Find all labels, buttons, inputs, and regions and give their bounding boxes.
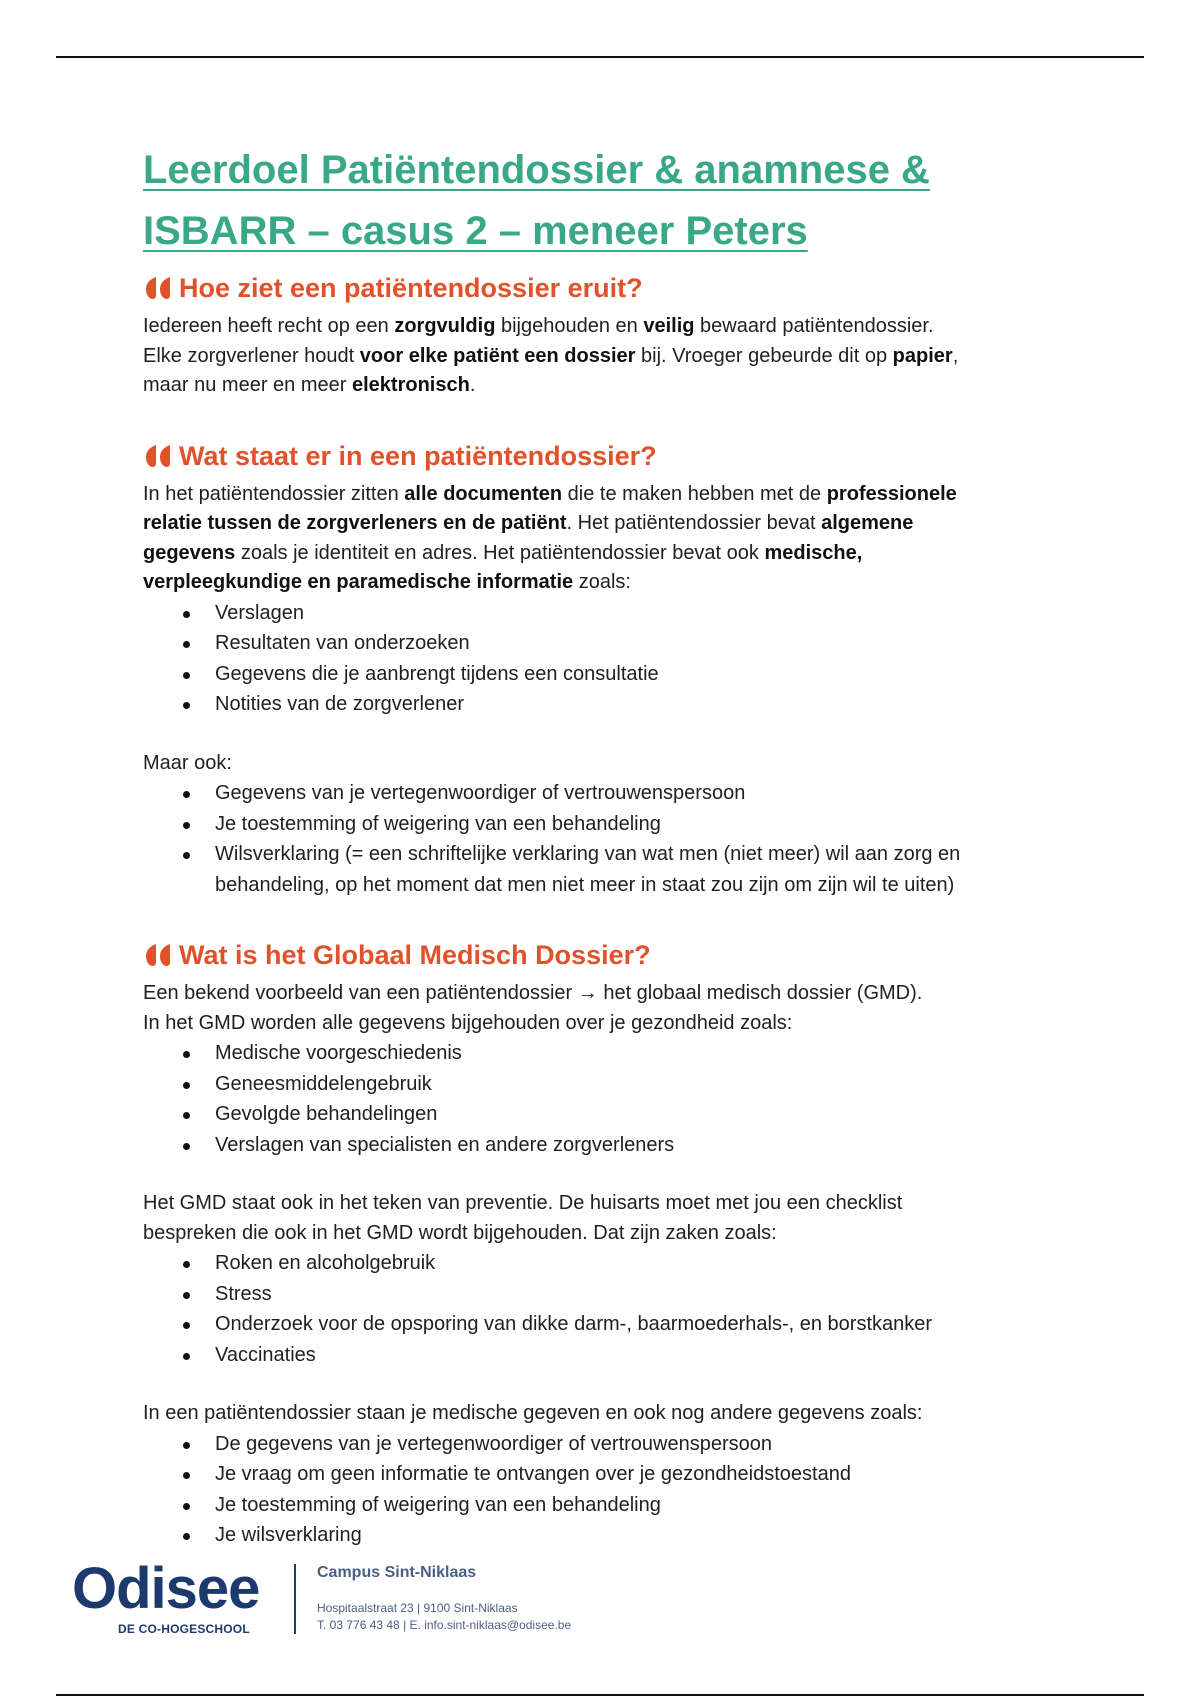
list-item: Notities van de zorgverlener [143, 689, 1073, 720]
list-item: Je wilsverklaring [143, 1520, 1073, 1551]
title-line-1: Leerdoel Patiëntendossier & anamnese & [143, 148, 930, 192]
list-item: Onderzoek voor de opsporing van dikke darm-, baarmoederhals-, en borstkanker [143, 1309, 1073, 1340]
list-item: Resultaten van onderzoeken [143, 628, 1073, 659]
list-item: Je toestemming of weigering van een behandeling [143, 809, 1073, 840]
list-item: Vaccinaties [143, 1340, 1073, 1371]
section-heading-gmd [143, 935, 1073, 975]
list-item: Stress [143, 1279, 1073, 1310]
footer [72, 1556, 772, 1650]
paragraph: Een bekend voorbeeld van een patiëntendossier → het globaal medisch dossier (GMD). In het GMD worden alle gegevens bijgehouden over je gezondheid zoals: [143, 982, 923, 1034]
list-item: Je toestemming of weigering van een behandeling [143, 1490, 1073, 1521]
section-heading-dossier-contents [143, 436, 1073, 476]
footer-divider [294, 1564, 296, 1634]
list-item: Gegevens van je vertegenwoordiger of vertrouwenspersoon [143, 778, 1073, 809]
top-rule [56, 56, 1144, 58]
paragraph: In een patiëntendossier staan je medische gegeven en ook nog andere gegevens zoals: [143, 1402, 923, 1424]
heading-text: Wat staat er in een patiëntendossier? [179, 440, 657, 471]
quote-mark-icon [143, 275, 173, 301]
heading-text: Hoe ziet een patiëntendossier eruit? [179, 273, 643, 303]
bullet-list [143, 1038, 1073, 1160]
list-item: Roken en alcoholgebruik [143, 1248, 1073, 1279]
bullet-list [143, 598, 1073, 720]
quote-mark-icon [143, 443, 173, 469]
list-item: Verslagen [143, 598, 1073, 629]
list-item: Medische voorgeschiedenis [143, 1038, 1073, 1069]
list-item: Gevolgde behandelingen [143, 1099, 1073, 1130]
paragraph: Het GMD staat ook in het teken van preventie. De huisarts moet met jou een checklist bespreken die ook in het GMD wordt bijgehouden. Dat zijn zaken zoals: [143, 1192, 903, 1244]
title-line-2: ISBARR – casus 2 – meneer Peters [143, 209, 808, 253]
document-body [143, 140, 1073, 1551]
heading-text: Wat is het Globaal Medisch Dossier? [179, 940, 651, 970]
list-item: Wilsverklaring (= een schriftelijke verklaring van wat men (niet meer) wil aan zorg en behandeling, op het moment dat men niet meer in staat zou zijn om zijn wil te uiten) [143, 839, 1073, 900]
list-item: Verslagen van specialisten en andere zorgverleners [143, 1130, 1073, 1161]
list-item: De gegevens van je vertegenwoordiger of vertrouwenspersoon [143, 1429, 1073, 1460]
bullet-list [143, 1248, 1073, 1370]
bottom-rule [56, 1694, 1144, 1696]
arrow-right-icon: → [577, 982, 598, 1004]
list-item: Je vraag om geen informatie te ontvangen over je gezondheidstoestand [143, 1459, 1073, 1490]
campus-name: Campus Sint-Niklaas [317, 1564, 477, 1581]
paragraph: In het patiëntendossier zitten alle documenten die te maken hebben met de professionele relatie tussen de zorgverleners en de patiënt. Het patiëntendossier bevat algemene gegevens zoals je identiteit en adres. Het patiëntendossier bevat ook medische, verpleegkundige en paramedische informatie zoals: [143, 482, 957, 593]
paragraph: Maar ook: [143, 751, 232, 774]
page-title [143, 140, 1073, 262]
list-item: Gegevens die je aanbrengt tijdens een consultatie [143, 659, 1073, 690]
section-heading-dossier-look [143, 268, 1073, 308]
bullet-list [143, 1429, 1073, 1551]
odisee-logo: Odisee DE CO-HOGESCHOOL [72, 1556, 260, 1636]
paragraph: Iedereen heeft recht op een zorgvuldig bijgehouden en veilig bewaard patiëntendossier. Elke zorgverlener houdt voor elke patiënt een dossier bij. Vroeger gebeurde dit op papier, maar nu meer en meer elektronisch. [143, 315, 959, 396]
quote-mark-icon [143, 942, 173, 968]
campus-address: Hospitaalstraat 23 | 9100 Sint-Niklaas T. 03 776 43 48 | E. info.sint-niklaas@odisee.be [317, 1601, 572, 1632]
bullet-list [143, 778, 1073, 900]
list-item: Geneesmiddelengebruik [143, 1069, 1073, 1100]
